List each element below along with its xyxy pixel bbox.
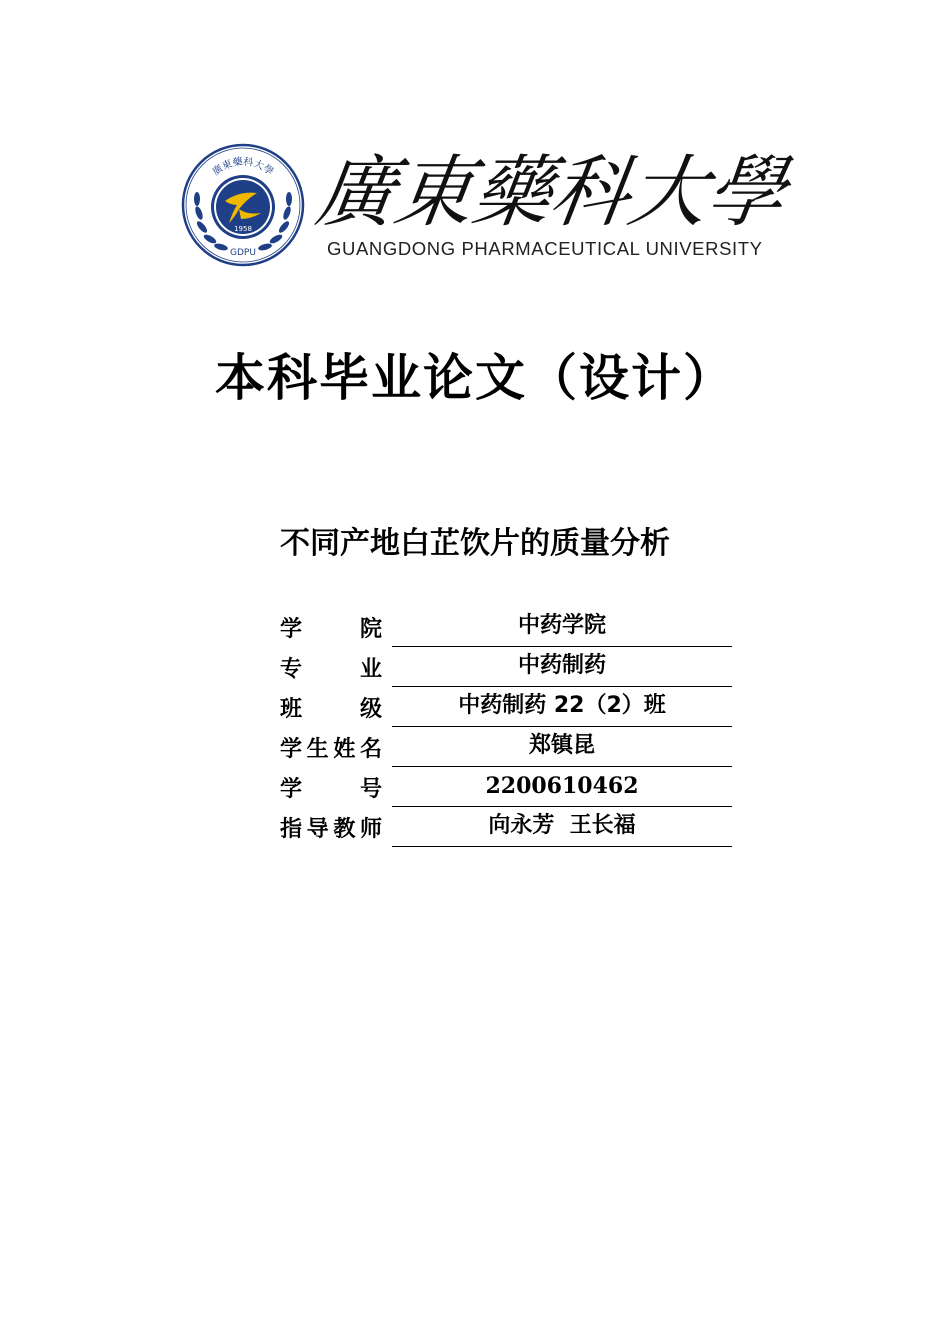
info-row-class [280,686,732,726]
info-row-major [280,646,732,686]
university-emblem-icon [181,143,305,267]
label-char: 学 [280,777,303,802]
info-label [280,732,382,763]
university-name-cn [310,136,792,238]
label-char: 号 [359,777,382,802]
emblem-year: 1958 [234,225,252,233]
document-title: 本科毕业论文（设计） [215,349,735,407]
info-label [280,772,382,803]
university-name-char: 學 [700,148,792,238]
info-row-advisor [280,806,732,846]
info-value-class: 中药制药 22（2）班 [392,686,732,727]
thesis-title: 不同产地白芷饮片的质量分析 [280,526,670,561]
label-char: 学 [280,737,303,762]
info-table [280,606,732,846]
label-char: 班 [280,697,303,722]
label-char: 学 [280,617,303,642]
info-label [280,812,382,843]
info-value-advisor: 向永芳 王长福 [392,806,732,847]
info-row-student-name [280,726,732,766]
university-name-char: 大 [622,148,714,238]
label-char: 师 [359,817,382,842]
label-char: 级 [359,697,382,722]
info-label [280,612,382,643]
university-name-char: 廣 [310,148,402,238]
label-char: 教 [333,817,356,842]
university-name-char: 東 [388,148,480,238]
info-row-student-id [280,766,732,806]
university-name-char: 科 [544,148,636,238]
info-value-major: 中药制药 [392,646,732,687]
emblem-ring-text: 廣東藥科大學 [210,156,276,178]
label-char: 专 [280,657,303,682]
label-char: 业 [359,657,382,682]
university-name-char: 藥 [466,148,558,238]
label-char: 生 [306,737,329,762]
info-row-college [280,606,732,646]
info-value-student-id: 2200610462 [392,766,732,807]
svg-text:廣東藥科大學 [210,155,276,178]
info-value-student-name: 郑镇昆 [392,726,732,767]
label-char: 指 [280,817,303,842]
label-char: 姓 [333,737,356,762]
university-name-en: GUANGDONG PHARMACEUTICAL UNIVERSITY [327,238,763,259]
info-label [280,652,382,683]
label-char: 导 [306,817,329,842]
info-label [280,692,382,723]
info-value-college: 中药学院 [392,606,732,647]
label-char: 院 [359,617,382,642]
emblem-abbr: GDPU [230,248,256,258]
label-char: 名 [359,737,382,762]
